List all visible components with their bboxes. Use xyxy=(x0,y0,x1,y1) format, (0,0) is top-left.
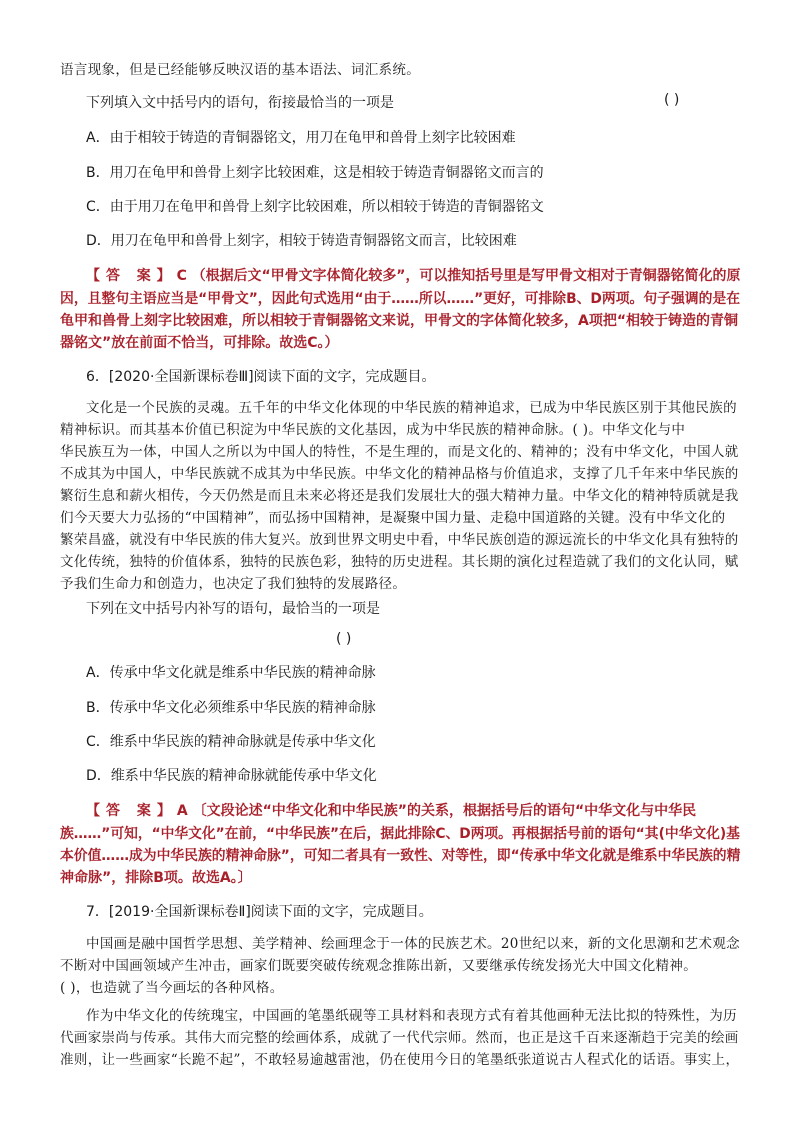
q5-option-a: A．由于相较于铸造的青铜器铭文，用刀在龟甲和兽骨上刻字比较困难 xyxy=(86,130,516,146)
q6-answer-line-3 xyxy=(60,845,740,865)
q5-answer-line-1 xyxy=(86,265,740,285)
q6-answer-text-4: 神命脉”，排除B项。故选A。〕 xyxy=(60,870,252,886)
q6-option-c: C．维系中华民族的精神命脉就是传承中华文化 xyxy=(86,734,376,750)
q5-option-c: C．由于用刀在龟甲和兽骨上刻字比较困难，所以相较于铸造的青铜器铭文 xyxy=(86,199,544,215)
q6-passage-line-6: 们今天要大力弘扬的“中国精神”，而弘扬中国精神，是凝聚中国力量、走稳中国道路的关键。没有中华文化的 xyxy=(60,510,726,526)
q5-option-b: B．用刀在龟甲和兽骨上刻字比较困难，这是相较于铸造青铜器铭文而言的 xyxy=(86,165,544,181)
q6-answer-label: 【答 案】 xyxy=(86,803,177,819)
q6-answer-text-2: 族……”可知，“中华文化”在前，“中华民族”在后，据此排除C、D两项。再根据括号前的语句“其(中华文化)基 xyxy=(60,826,740,842)
q5-answer-label: 【答 案】 xyxy=(86,268,177,284)
q6-answer-line-2 xyxy=(60,823,740,843)
q6-option-d: D．维系中华民族的精神命脉就能传承中华文化 xyxy=(86,768,377,784)
q7-passage2-line-2: 代画家崇尚与传承。其伟大而完整的绘画体系，成就了一代代宗师。然而，也正是这千百来逐渐趋于完美的绘画 xyxy=(60,1030,739,1046)
q6-passage-line-9: 予我们生命力和创造力，也决定了我们独特的发展路径。 xyxy=(60,576,407,592)
q6-passage-line-7: 繁荣昌盛，就没有中华民族的伟大复兴。放到世界文明史中看，中华民族创造的源远流长的中华文化具有独特的 xyxy=(60,532,739,548)
q6-option-a: A．传承中华文化就是维系中华民族的精神命脉 xyxy=(86,665,376,681)
q5-answer-line-4 xyxy=(60,332,338,352)
q5-answer-line-3 xyxy=(60,310,738,330)
q7-passage1-line-1: 中国画是融中国哲学思想、美学精神、绘画理念于一体的民族艺术。20世纪以来，新的文化思潮和艺术观念 xyxy=(86,936,741,952)
q5-option-d: D．用刀在龟甲和兽骨上刻字，相较于铸造青铜器铭文而言，比较困难 xyxy=(86,233,517,249)
q6-answer-text-1: A 〔文段论述“中华文化和中华民族”的关系，根据括号后的语句“中华文化与中华民 xyxy=(176,803,697,819)
q6-answer-line-1 xyxy=(86,800,696,820)
q5-answer-text-1: C （根据后文“甲骨文字体简化较多”，可以推知括号里是写甲骨文相对于青铜器铭简化的原 xyxy=(176,268,741,284)
q6-passage-line-5: 繁衍生息和薪火相传，今天仍然是而且未来必将还是我们发展壮大的强大精神力量。中华文化的精神特质就是我 xyxy=(60,488,739,504)
q6-passage-line-3: 华民族互为一体，中国人之所以为中国人的特性，不是生理的，而是文化的、精神的；没有中华文化，中国人就 xyxy=(60,444,739,460)
q6-answer-text-3: 本价值……成为中华民族的精神命脉”，可知二者具有一致性、对等性，即“传承中华文化就是维系中华民族的精 xyxy=(60,848,741,864)
q5-answer-text-2: 因，且整句主语应当是“甲骨文”，因此句式选用“由于……所以……”更好，可排除B、D两项。句子强调的是在 xyxy=(60,291,741,307)
q6-heading: 6．[2020·全国新课标卷Ⅲ]阅读下面的文字，完成题目。 xyxy=(86,369,436,385)
q6-answer-bracket: ( ) xyxy=(336,631,352,647)
q7-heading: 7．[2019·全国新课标卷Ⅱ]阅读下面的文字，完成题目。 xyxy=(86,904,433,920)
q7-passage1-line-3: ( )，也造就了当今画坛的各种风格。 xyxy=(60,980,284,996)
q6-passage-line-2: 精神标识。而其基本价值已积淀为中华民族的文化基因，成为中华民族的精神命脉。( )。中华文化与中 xyxy=(60,422,686,438)
q6-option-b: B．传承中华文化必须维系中华民族的精神命脉 xyxy=(86,700,376,716)
q7-passage2-line-1: 作为中华文化的传统瑰宝，中国画的笔墨纸砚等工具材料和表现方式有着其他画种无法比拟的特殊性，为历 xyxy=(86,1008,737,1024)
q5-answer-line-2 xyxy=(60,288,740,308)
q5-answer-text-4: 器铭文”放在前面不恰当，可排除。故选C。） xyxy=(60,335,339,351)
q5-answer-bracket: ( ) xyxy=(664,92,680,108)
q5-answer-text-3: 龟甲和兽骨上刻字比较困难，所以相较于青铜器铭文来说，甲骨文的字体简化较多，A项把“相较于铸造的青铜 xyxy=(60,313,739,329)
q7-passage1-line-2: 不断对中国画领域产生冲击，画家们既要突破传统观念推陈出新，又要继承传统发扬光大中国文化精神。 xyxy=(60,958,698,974)
q7-passage2-line-3: 准则，让一些画家“长跪不起”，不敢轻易逾越雷池，仍在使用今日的笔墨纸张道说古人程式化的话语。事实上， xyxy=(60,1052,740,1068)
q6-question: 下列在文中括号内补写的语句，最恰当的一项是 xyxy=(86,601,380,617)
q6-passage-line-4: 不成其为中国人，中华民族就不成其为中华民族。中华文化的精神品格与价值追求，支撑了几千年来中华民族的 xyxy=(60,466,739,482)
q5-question: 下列填入文中括号内的语句，衔接最恰当的一项是 xyxy=(86,95,394,111)
q6-passage-line-8: 文化传统，独特的价值体系，独特的民族色彩，独特的历史进程。其长期的演化过程造就了我们的文化认同，赋 xyxy=(60,554,739,570)
passage-continuation: 语言现象，但是已经能够反映汉语的基本语法、词汇系统。 xyxy=(60,62,421,78)
q6-answer-line-4 xyxy=(60,867,252,887)
q6-passage-line-1: 文化是一个民族的灵魂。五千年的中华文化体现的中华民族的精神追求，已成为中华民族区别于其他民族的 xyxy=(86,400,737,416)
